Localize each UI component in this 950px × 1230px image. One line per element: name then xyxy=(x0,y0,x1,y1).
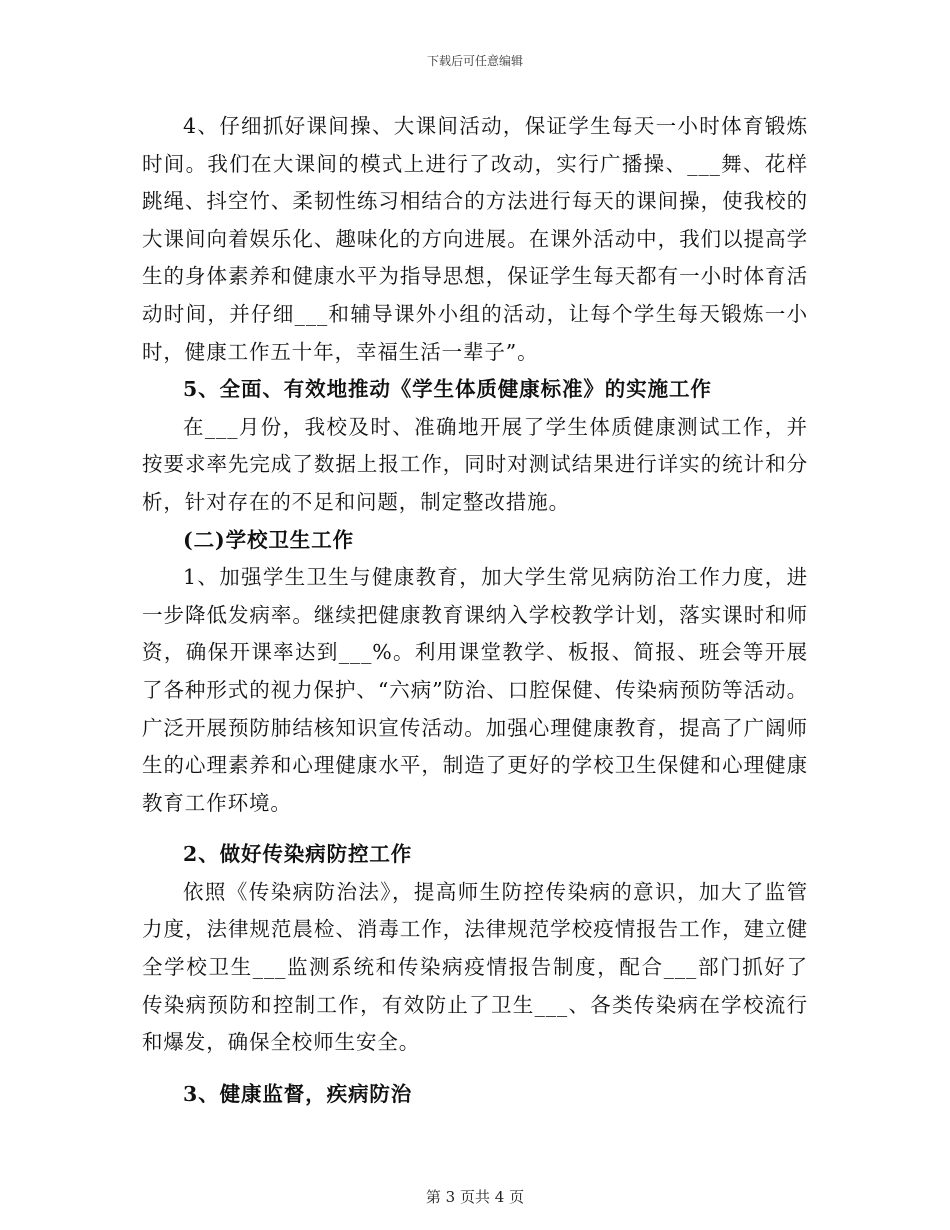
paragraph-physical-test: 在___月份，我校及时、准确地开展了学生体质健康测试工作，并按要求率先完成了数据上报工作，同时对测试结果进行详实的统计和分析，针对存在的不足和问题，制定整改措施。 xyxy=(142,414,808,514)
page-footer: 第 3 页共 4 页 xyxy=(425,1188,525,1206)
paragraph-item4-exercise: 4、仔细抓好课间操、大课间活动，保证学生每天一小时体育锻炼时间。我们在大课间的模式上进行了改动，实行广播操、___舞、花样跳绳、抖空竹、柔韧性练习相结合的方法进行每天的课间操，使我校的大课间向着娱乐化、趣味化的方向进展。在课外活动中，我们以提高学生的身体素养和健康水平为指导思想，保证学生每天都有一小时体育活动时间，并仔细___和辅导课外小组的活动，让每个学生每天锻炼一小时，健康工作五十年，幸福生活一辈子”。 xyxy=(142,114,808,364)
heading-school-hygiene: (二)学校卫生工作 xyxy=(183,527,354,552)
heading-health-supervision: 3、健康监督，疾病防治 xyxy=(183,1081,413,1106)
document-body xyxy=(142,108,808,1113)
heading-infectious-disease: 2、做好传染病防控工作 xyxy=(183,842,413,867)
paragraph-health-education: 1、加强学生卫生与健康教育，加大学生常见病防治工作力度，进一步降低发病率。继续把健康教育课纳入学校教学计划，落实课时和师资，确保开课率达到___%。利用课堂教学、板报、简报、班会等开展了各种形式的视力保护、“六病”防治、口腔保健、传染病预防等活动。广泛开展预防肺结核知识宣传活动。加强心理健康教育，提高了广阔师生的心理素养和心理健康水平，制造了更好的学校卫生保健和心理健康教育工作环境。 xyxy=(142,565,808,815)
paragraph-disease-control: 依照《传染病防治法》，提高师生防控传染病的意识，加大了监管力度，法律规范晨检、消毒工作，法律规范学校疫情报告工作，建立健全学校卫生___监测系统和传染病疫情报告制度，配合___部门抓好了传染病预防和控制工作，有效防止了卫生___、各类传染病在学校流行和爆发，确保全校师生安全。 xyxy=(142,879,808,1055)
heading-item5-standard: 5、全面、有效地推动《学生体质健康标准》的实施工作 xyxy=(183,377,712,402)
page-header: 下载后可任意编辑 xyxy=(426,54,523,68)
